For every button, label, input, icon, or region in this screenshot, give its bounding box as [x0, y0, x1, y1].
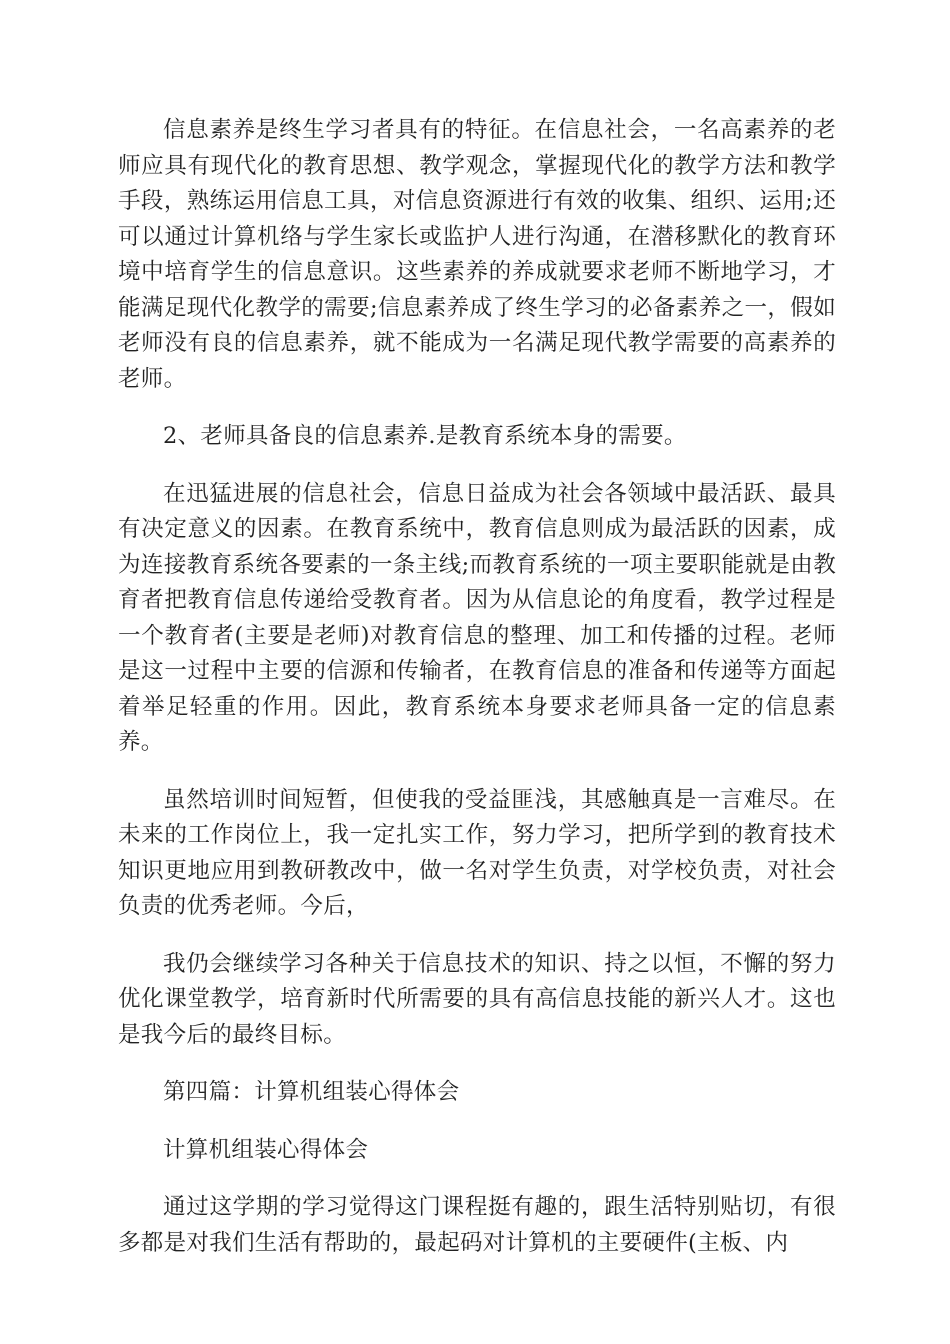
paragraph-information-literacy: 信息素养是终生学习者具有的特征。在信息社会，一名高素养的老师应具有现代化的教育思想、教学观念，掌握现代化的教学方法和教学手段，熟练运用信息工具，对信息资源进行有效的收集、组织、运用;还可以通过计算机络与学生家长或监护人进行沟通，在潜移默化的教育环境中培育学生的信息意识。这些素养的养成就要求老师不断地学习，才能满足现代化教学的需要;信息素养成了终生学习的必备素养之一，假如老师没有良的信息素养，就不能成为一名满足现代教学需要的高素养的老师。	[118, 117, 836, 392]
paragraph-continue-learning: 我仍会继续学习各种关于信息技术的知识、持之以恒，不懈的努力优化课堂教学，培育新时代所需要的具有高信息技能的新兴人才。这也是我今后的最终目标。	[118, 950, 836, 1048]
paragraph-computer-assembly: 通过这学期的学习觉得这门课程挺有趣的，跟生活特别贴切，有很多都是对我们生活有帮助的，最起码对计算机的主要硬件(主板、内	[118, 1194, 836, 1256]
section-subtitle: 计算机组装心得体会	[163, 1136, 369, 1163]
document-body	[118, 113, 836, 1283]
paragraph-education-system: 在迅猛进展的信息社会，信息日益成为社会各领域中最活跃、最具有决定意义的因素。在教育系统中，教育信息则成为最活跃的因素，成为连接教育系统各要素的一条主线;而教育系统的一项主要职能就是由教育者把教育信息传递给受教育者。因为从信息论的角度看，教学过程是一个教育者(主要是老师)对教育信息的整理、加工和传播的过程。老师是这一过程中主要的信源和传输者，在教育信息的准备和传递等方面起着举足轻重的作用。因此，教育系统本身要求老师具备一定的信息素养。	[118, 480, 836, 755]
section-title-part-four: 第四篇：计算机组装心得体会	[163, 1079, 460, 1105]
heading-point-2: 2、老师具备良的信息素养.是教育系统本身的需要。	[163, 423, 687, 449]
paragraph-training-reflection: 虽然培训时间短暂，但使我的受益匪浅，其感触真是一言难尽。在未来的工作岗位上，我一定扎实工作，努力学习，把所学到的教育技术知识更地应用到教研教改中，做一名对学生负责，对学校负责，对社会负责的优秀老师。今后，	[118, 786, 836, 919]
